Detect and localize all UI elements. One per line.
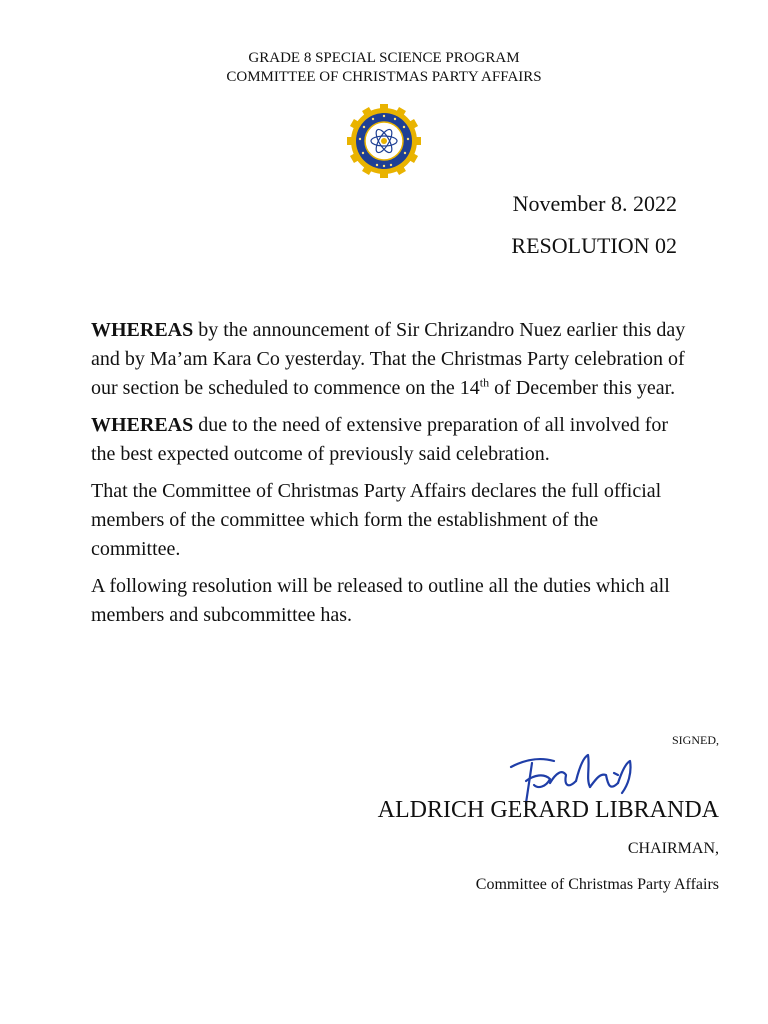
whereas-keyword: WHEREAS [91,319,194,341]
whereas-keyword: WHEREAS [91,414,194,436]
header-program-line: GRADE 8 SPECIAL SCIENCE PROGRAM [248,50,520,66]
signatory-name: ALDRICH GERARD LIBRANDA [377,797,719,823]
paragraph-text: of December this year. [489,377,676,399]
special-science-program-seal-icon [346,103,422,179]
document-date: November 8. 2022 [512,191,677,216]
paragraph-text: by the announcement of Sir Chrizandro Nuez earlier this day and by Ma’am Kara Co yesterday. That the Christmas Party celebration of our section be scheduled to commence on the 14 [91,319,686,399]
whereas-announcement-paragraph [91,316,691,403]
signed-label: SIGNED, [672,733,719,747]
paragraph-text: due to the need of extensive preparation of all involved for the best expected outcome of previously said celebration. [91,414,669,465]
document-header [0,49,768,87]
following-resolution-paragraph: A following resolution will be released to outline all the duties which all members and subcommittee has. [91,575,670,626]
header-committee-line: COMMITTEE OF CHRISTMAS PARTY AFFAIRS [226,69,542,85]
resolution-number: RESOLUTION 02 [511,233,677,258]
signatory-committee: Committee of Christmas Party Affairs [475,876,719,893]
resolution-body [91,316,691,638]
signatory-role: CHAIRMAN, [627,840,719,857]
whereas-preparation-paragraph [91,411,691,469]
declaration-paragraph: That the Committee of Christmas Party Affairs declares the full official members of the committee which form the establishment of the committee. [91,480,662,560]
ordinal-suffix: th [479,375,490,390]
